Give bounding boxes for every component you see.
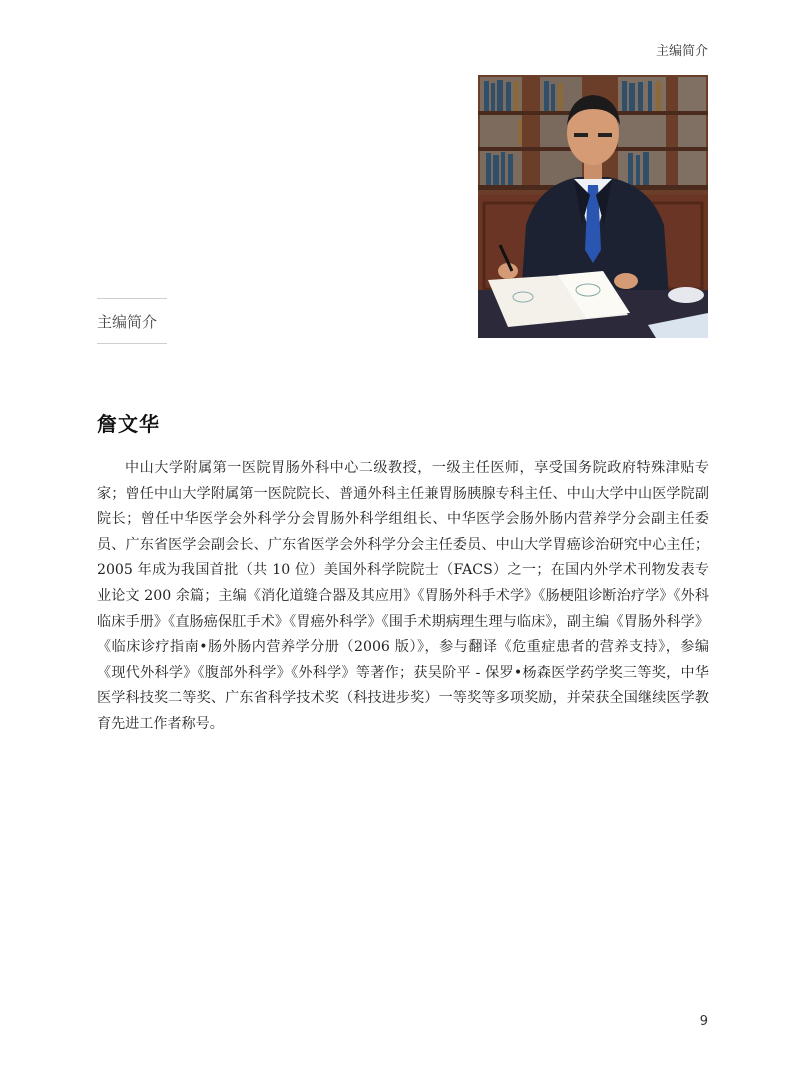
editor-portrait-photo bbox=[478, 75, 708, 338]
editor-bio-paragraph: 中山大学附属第一医院胃肠外科中心二级教授，一级主任医师，享受国务院政府特殊津贴专家；曾任中山大学附属第一医院院长、普通外科主任兼胃肠胰腺专科主任、中山大学中山医学院副院长；曾任中华医学会外科学分会胃肠外科学组组长、中华医学会肠外肠内营养学分会副主任委员、广东省医学会副会长、广东省医学会外科学分会主任委员、中山大学胃癌诊治研究中心主任；2005 年成为我国首批（共 10 位）美国外科学院院士（FACS）之一；在国内外学术刊物发表专业论文 200 余篇；主编《消化道缝合器及其应用》《胃肠外科手术学》《肠梗阻诊断治疗学》《外科临床手册》《直肠癌保肛手术》《胃癌外科学》《围手术期病理生理与临床》，副主编《胃肠外科学》《临床诊疗指南•肠外肠内营养学分册（2006 版）》，参与翻译《危重症患者的营养支持》，参编《现代外科学》《腹部外科学》《外科学》等著作；获吴阶平 - 保罗•杨森医学药学奖三等奖，中华医学科技奖二等奖、广东省科学技术奖（科技进步奖）一等奖等多项奖励，并荣获全国继续医学教育先进工作者称号。 bbox=[97, 460, 709, 732]
section-tab-label: 主编简介 bbox=[97, 312, 158, 331]
section-tab bbox=[97, 298, 167, 344]
page-number: 9 bbox=[699, 1014, 708, 1029]
editor-name: 詹文华 bbox=[97, 412, 160, 436]
running-header: 主编简介 bbox=[655, 44, 708, 59]
